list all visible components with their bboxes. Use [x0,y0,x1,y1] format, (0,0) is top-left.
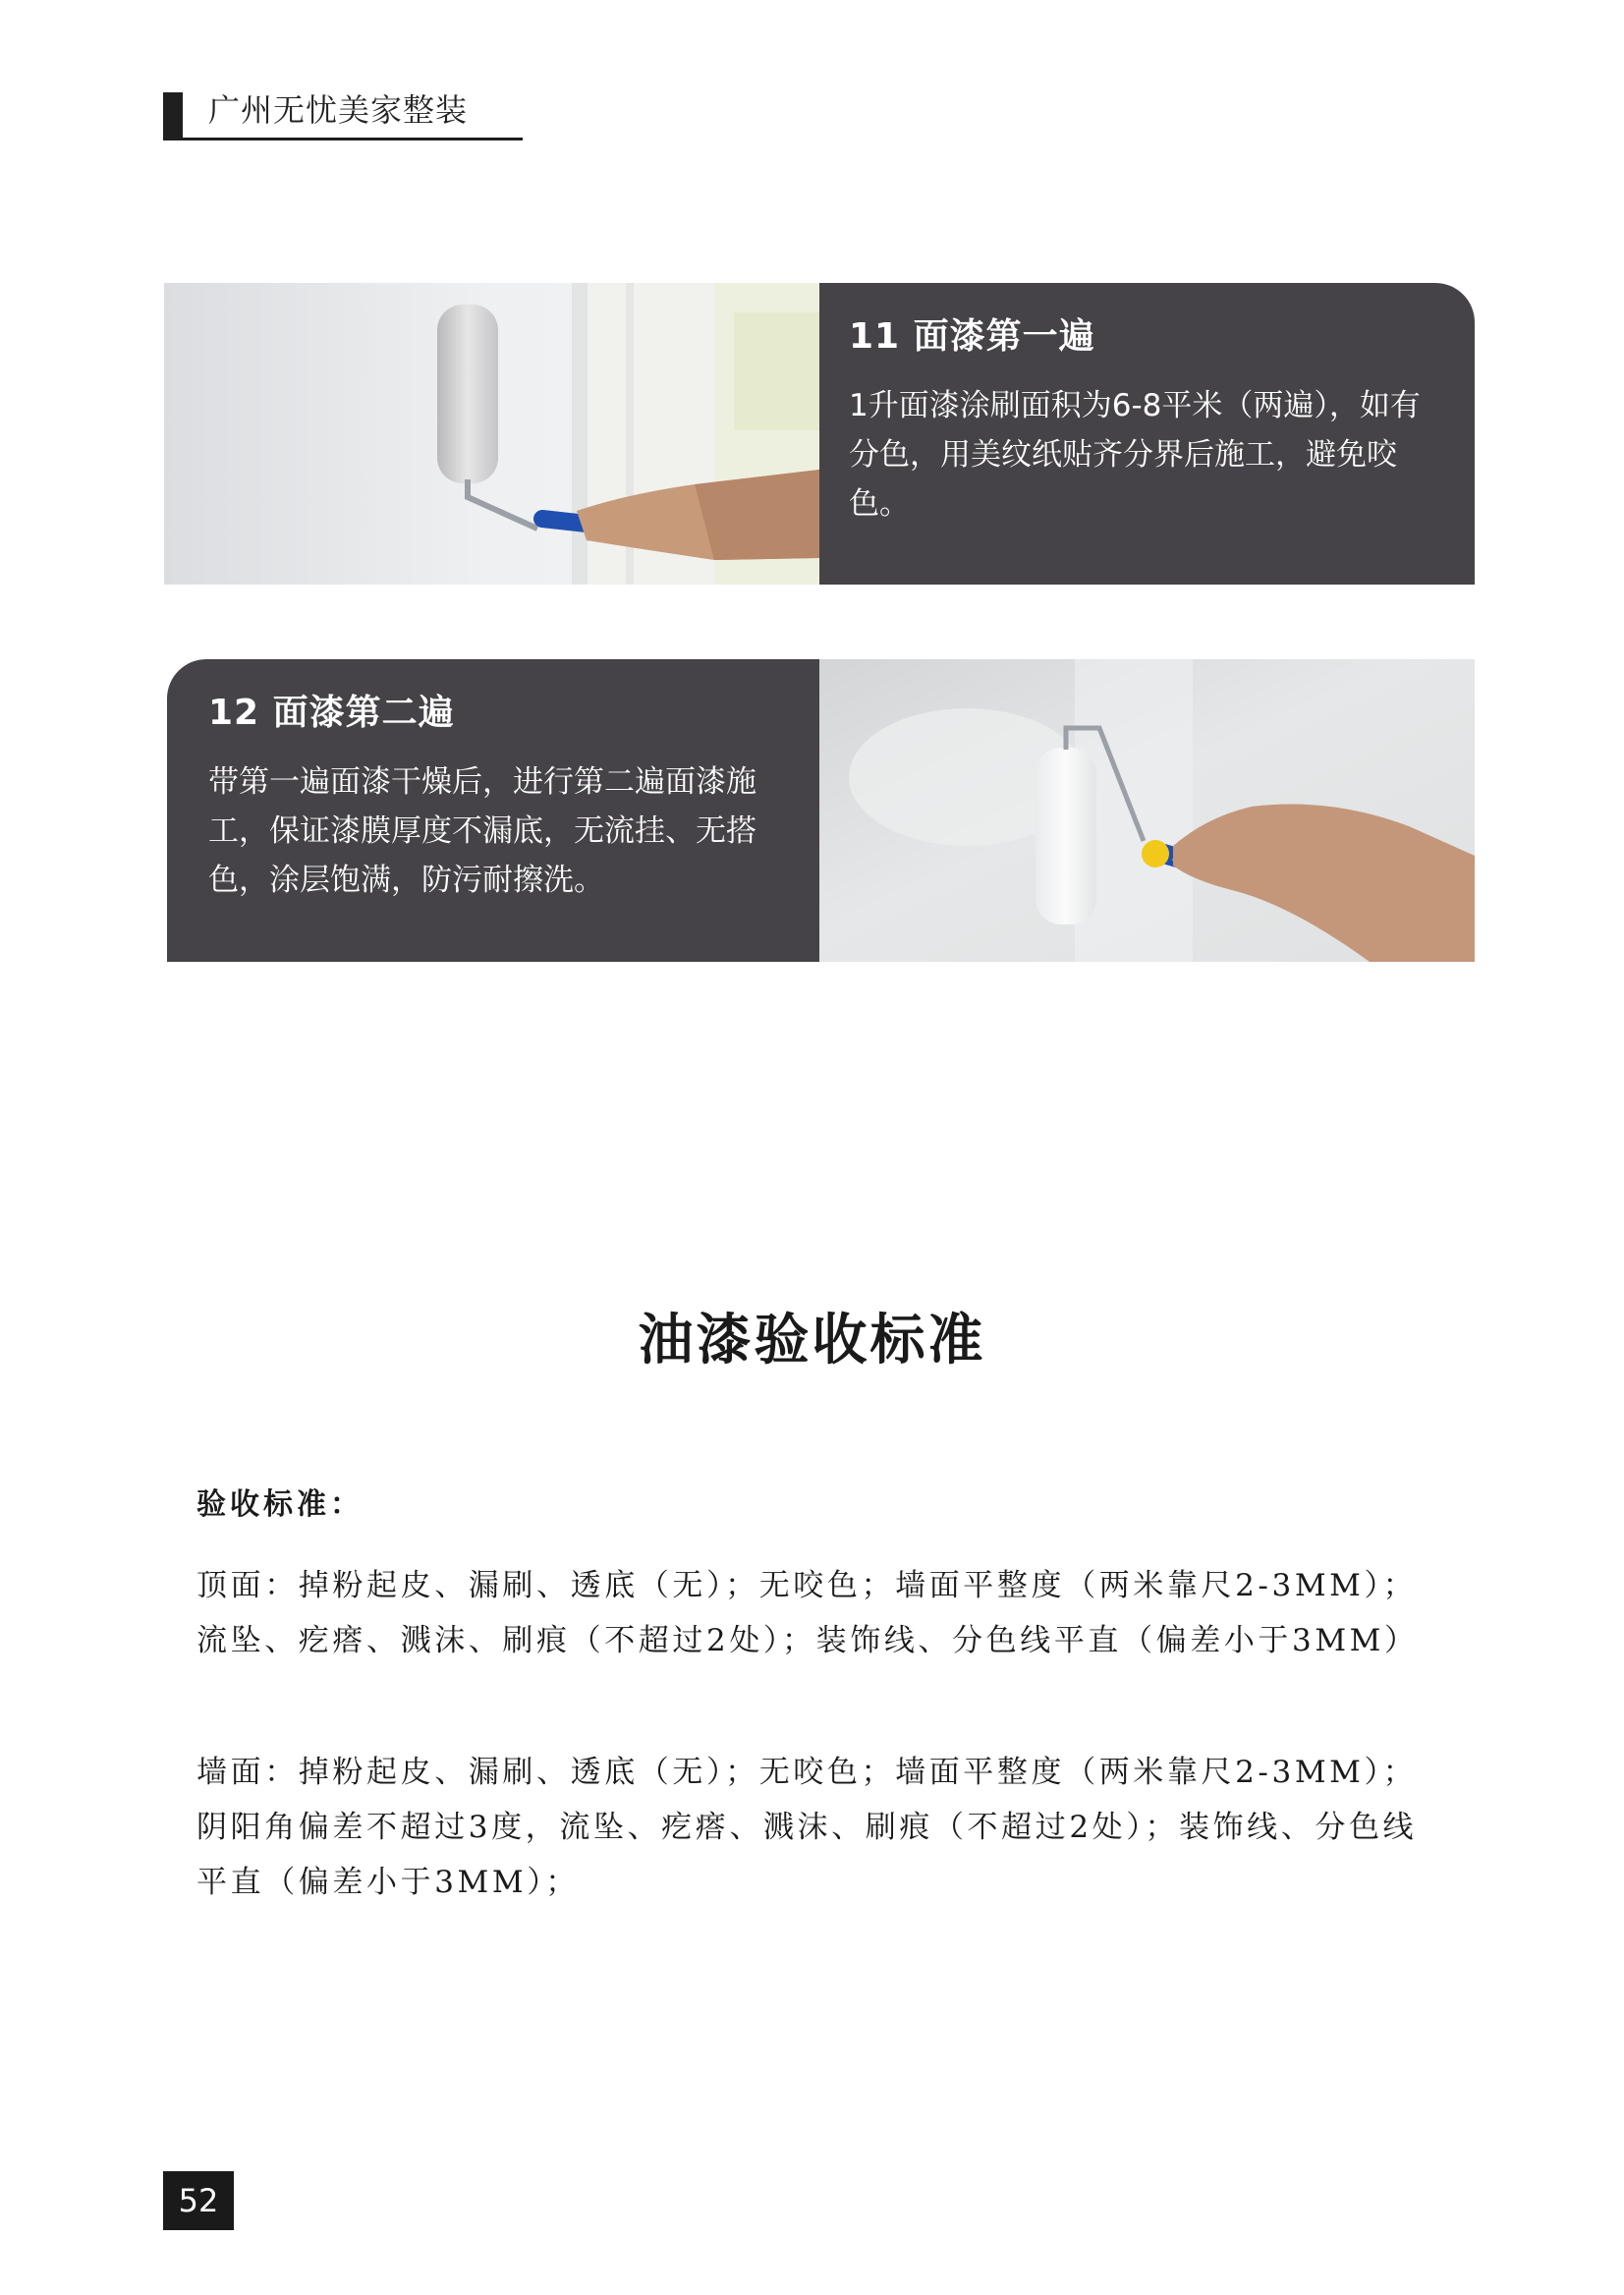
step-12-panel [167,659,819,962]
step-12-body: 带第一遍面漆干燥后，进行第二遍面漆施工，保证漆膜厚度不漏底，无流挂、无搭色，涂层饱满，防污耐擦洗。 [208,764,756,898]
ceiling-standard-paragraph: 顶面：掉粉起皮、漏刷、透底（无）；无咬色；墙面平整度（两米靠尺2-3MM）；流坠、疙瘩、溅沫、刷痕（不超过2处）；装饰线、分色线平直（偏差小于3MM） [196,1568,1419,1658]
step-11-title: 11 面漆第一遍 [849,316,1095,357]
step-12-title: 12 面漆第二遍 [208,693,455,733]
header-brand: 广州无忧美家整装 [208,91,469,129]
step-12-photo [819,659,1475,962]
section-title: 油漆验收标准 [638,1309,986,1372]
step-11-panel [819,283,1475,585]
page-number: 52 [163,2171,234,2230]
step-11-photo [164,283,819,585]
wall-standard-paragraph: 墙面：掉粉起皮、漏刷、透底（无）；无咬色；墙面平整度（两米靠尺2-3MM）；阴阳角偏差不超过3度，流坠、疙瘩、溅沫、刷痕（不超过2处）；装饰线、分色线平直（偏差小于3MM）； [196,1755,1418,1900]
step-11-body: 1升面漆涂刷面积为6-8平米（两遍），如有分色，用美纹纸贴齐分界后施工，避免咬色。 [849,388,1421,522]
header-marker-bar [163,92,183,140]
header-underline [163,138,523,140]
standard-subheading: 验收标准： [196,1487,364,1522]
